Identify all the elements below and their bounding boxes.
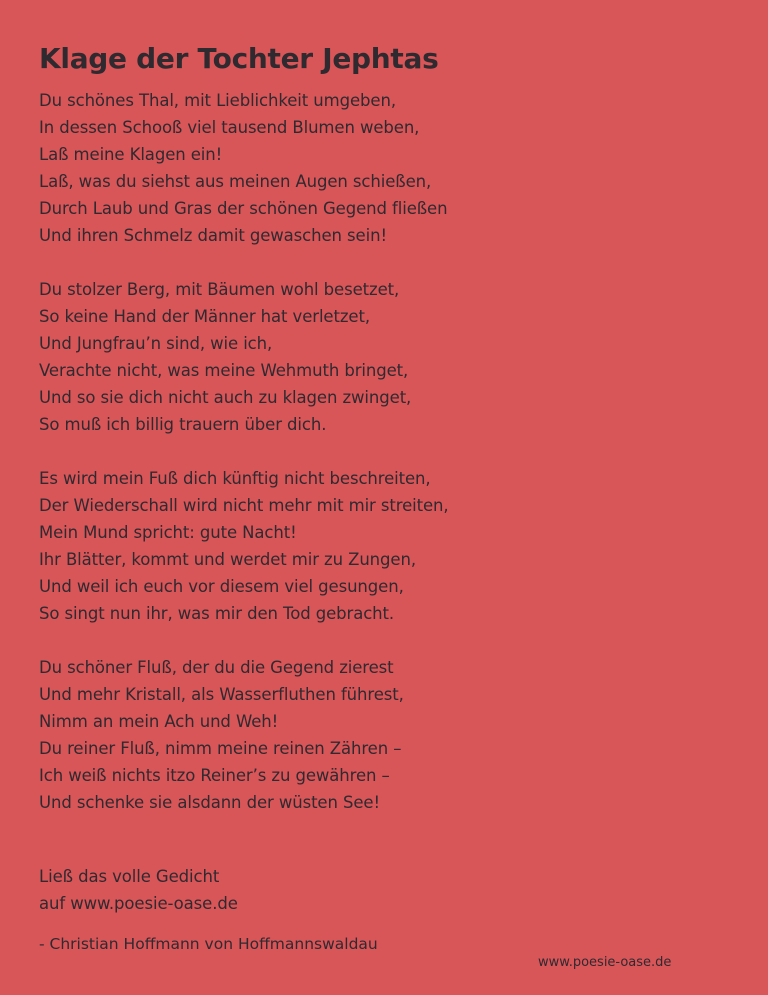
poem-line: Ich weiß nichts itzo Reiner’s zu gewähren –: [39, 766, 390, 785]
cta-line-2: auf www.poesie-oase.de: [39, 894, 238, 913]
poem-line: Und ihren Schmelz damit gewaschen sein!: [39, 226, 387, 245]
poem-line: Es wird mein Fuß dich künftig nicht beschreiten,: [39, 469, 431, 488]
poem-line: Du schöner Fluß, der du die Gegend zierest: [39, 658, 394, 677]
poem-line: Und so sie dich nicht auch zu klagen zwinget,: [39, 388, 412, 407]
poem-line: So keine Hand der Männer hat verletzet,: [39, 307, 370, 326]
poem-line: So muß ich billig trauern über dich.: [39, 415, 327, 434]
poem-line: Und Jungfrau’n sind, wie ich,: [39, 334, 273, 353]
read-full-poem-note: [39, 863, 238, 917]
stanza-4: [39, 654, 739, 816]
cta-line-1: Ließ das volle Gedicht: [39, 867, 220, 886]
poem-line: Du schönes Thal, mit Lieblichkeit umgeben,: [39, 91, 396, 110]
poem-line: Der Wiederschall wird nicht mehr mit mir streiten,: [39, 496, 449, 515]
poem-line: Und weil ich euch vor diesem viel gesungen,: [39, 577, 404, 596]
poem-line: Du stolzer Berg, mit Bäumen wohl besetzet,: [39, 280, 400, 299]
poem-line: Nimm an mein Ach und Weh!: [39, 712, 279, 731]
poem-line: Durch Laub und Gras der schönen Gegend fließen: [39, 199, 448, 218]
poem-line: In dessen Schooß viel tausend Blumen weben,: [39, 118, 420, 137]
poem-line: Laß meine Klagen ein!: [39, 145, 223, 164]
poem-author: - Christian Hoffmann von Hoffmannswaldau: [39, 935, 378, 953]
stanza-2: [39, 276, 739, 438]
poem-line: Laß, was du siehst aus meinen Augen schießen,: [39, 172, 432, 191]
poem-title: Klage der Tochter Jephtas: [39, 42, 439, 75]
site-watermark: www.poesie-oase.de: [538, 955, 672, 970]
stanza-1: [39, 87, 739, 249]
poem-line: Mein Mund spricht: gute Nacht!: [39, 523, 297, 542]
stanza-3: [39, 465, 739, 627]
poem-body: [39, 87, 739, 843]
poem-line: Und mehr Kristall, als Wasserfluthen führest,: [39, 685, 404, 704]
poem-line: Und schenke sie alsdann der wüsten See!: [39, 793, 380, 812]
poem-line: Du reiner Fluß, nimm meine reinen Zähren –: [39, 739, 402, 758]
poem-line: So singt nun ihr, was mir den Tod gebracht.: [39, 604, 395, 623]
poem-line: Ihr Blätter, kommt und werdet mir zu Zungen,: [39, 550, 416, 569]
poem-line: Verachte nicht, was meine Wehmuth bringet,: [39, 361, 409, 380]
